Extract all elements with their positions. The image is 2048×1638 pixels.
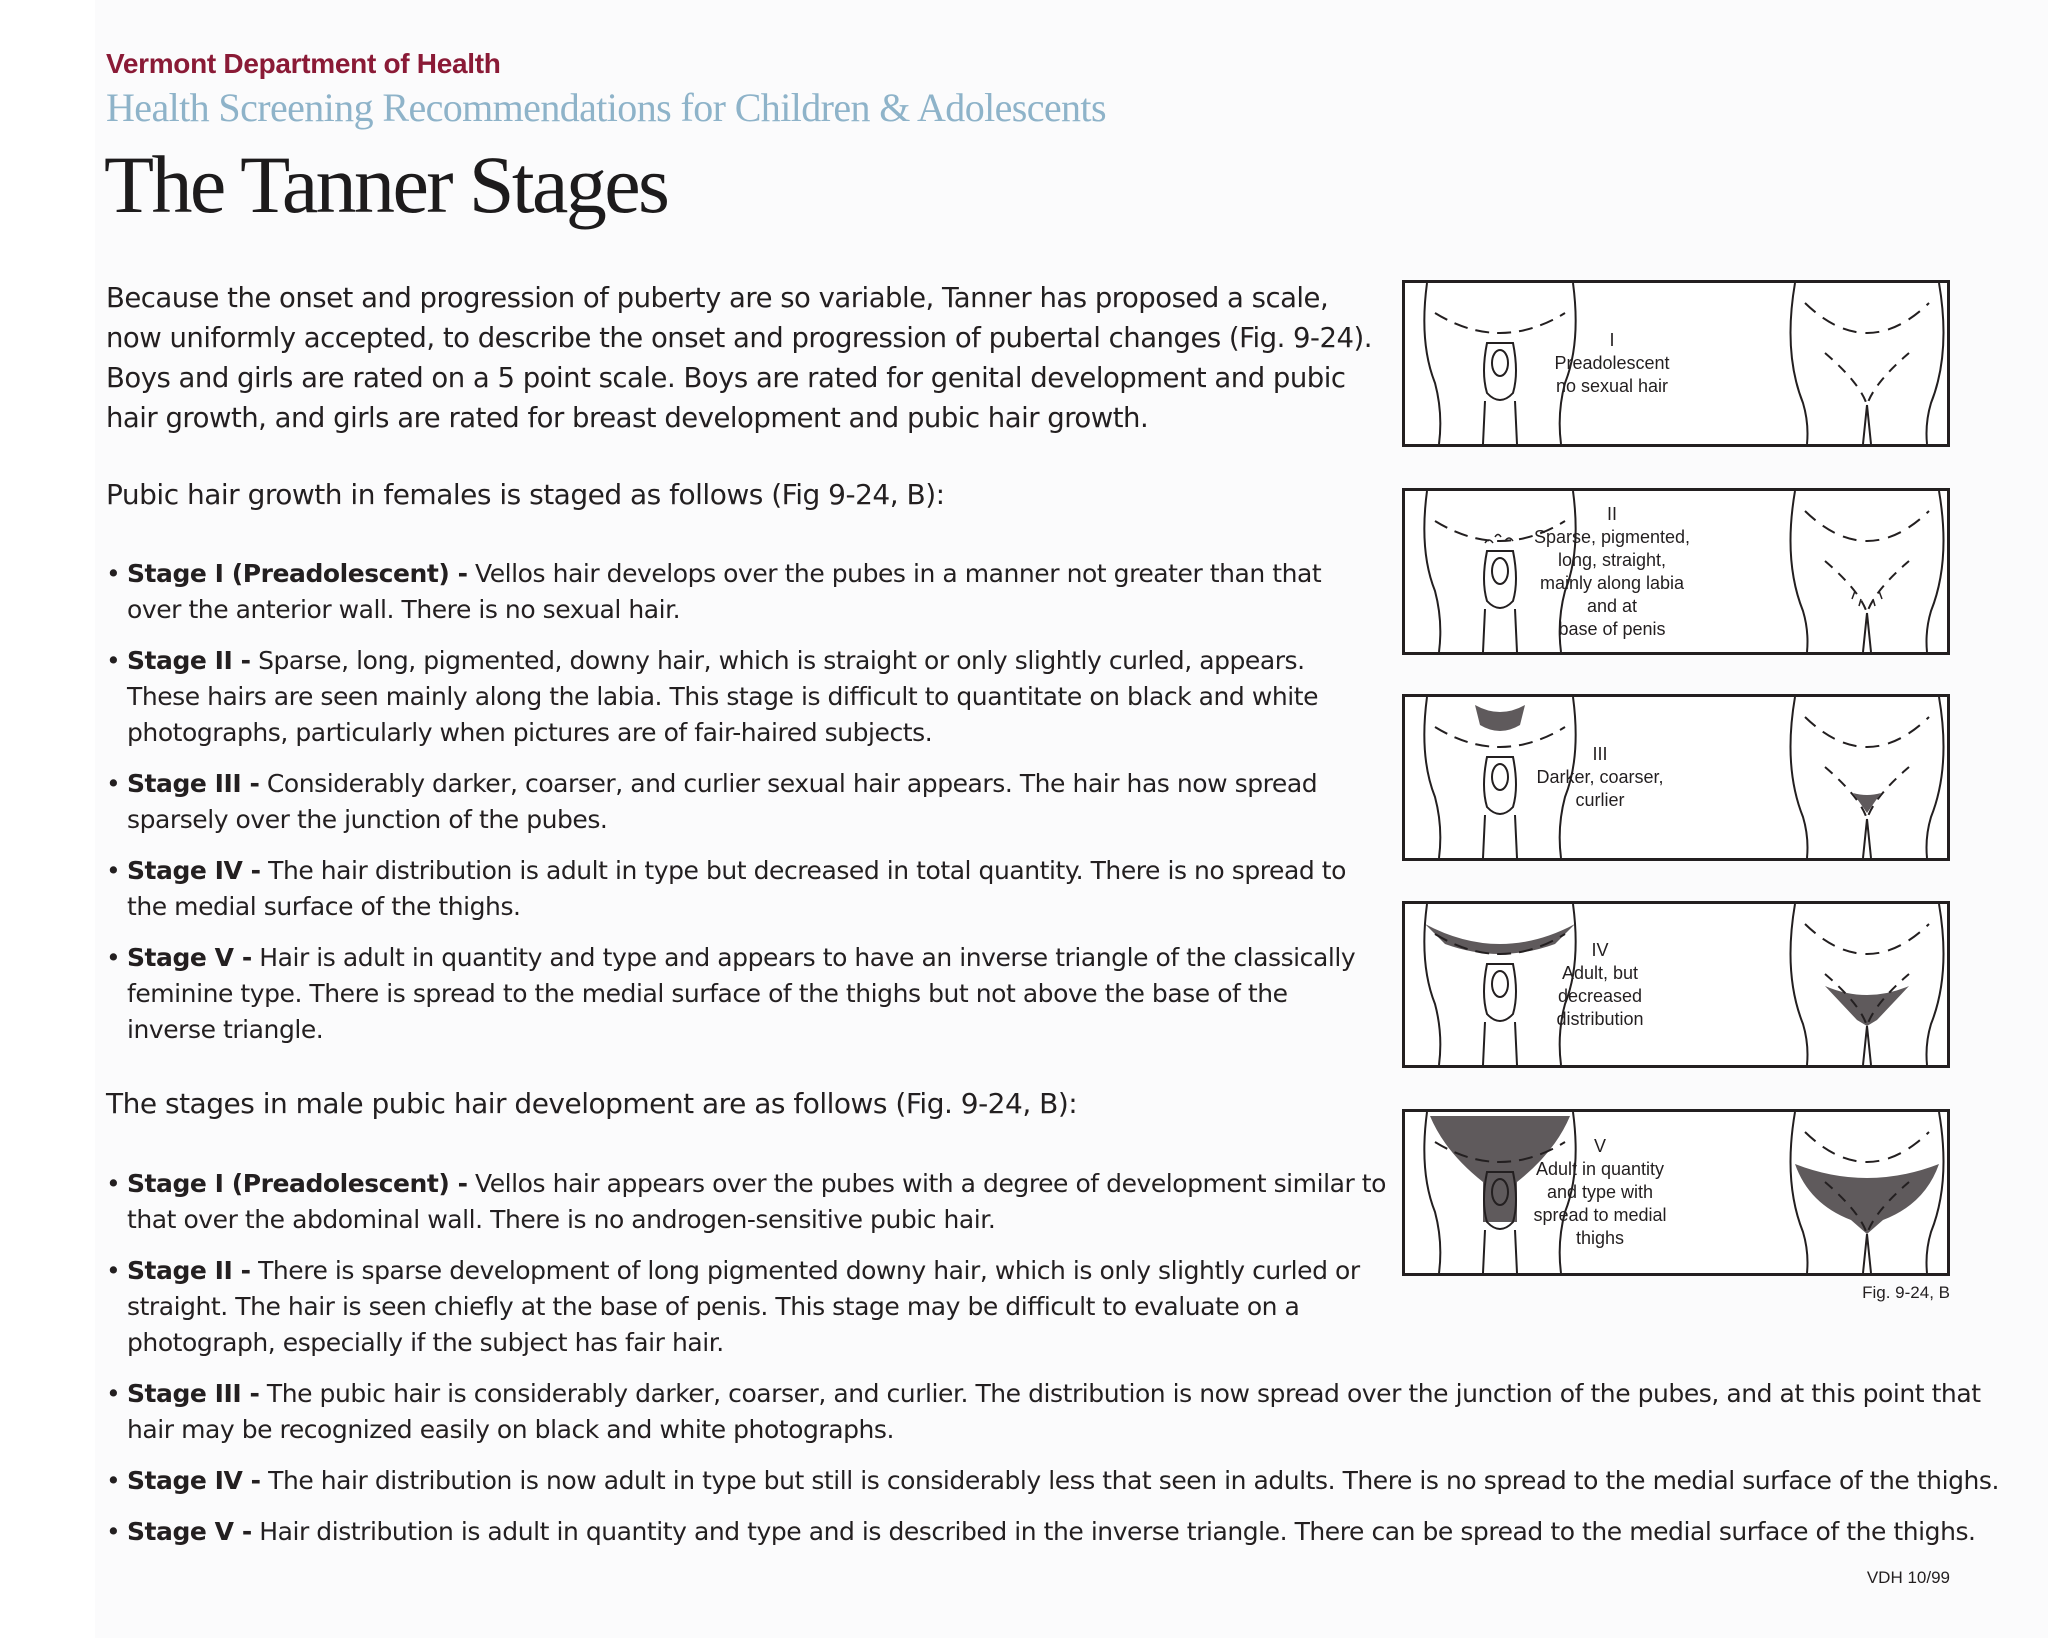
female-stage-item [106,643,1376,751]
male-stage-item [106,1166,1397,1238]
stage-label: Stage III - [127,769,260,798]
female-pelvis-drawing [1791,283,1944,444]
figure-label: Fig. 9-24, B [1862,1283,1950,1302]
female-stage-item [106,766,1376,838]
stage-description: The pubic hair is considerably darker, coarser, and curlier. The distribution is now spread over the junction of the pubes, and at this point that hair may be recognized easily on black and white photographs. [127,1379,1981,1444]
stage-description: Vellos hair appears over the pubes with a degree of development similar to that over the abdominal wall. There is no androgen-sensitive pubic hair. [127,1169,1386,1234]
female-stage-item [106,940,1376,1048]
female-stage-item [106,853,1376,925]
document-code: VDH 10/99 [1866,1568,1950,1587]
female-pelvis-drawing [1791,697,1944,858]
male-stage-item [106,1463,2027,1499]
stage-description: Hair is adult in quantity and type and appears to have an inverse triangle of the classically feminine type. There is spread to the medial surface of the thighs but not above the base of the inverse triangle. [127,943,1356,1044]
document-subtitle: Health Screening Recommendations for Children & Adolescents [106,85,1106,130]
stage-description: The hair distribution is now adult in type but still is considerably less that seen in adults. There is no spread to the medial surface of the thighs. [260,1466,1999,1495]
stage-label: Stage IV - [127,1466,261,1495]
stage-description: The hair distribution is adult in type but decreased in total quantity. There is no spread to the medial surface of the thighs. [127,856,1346,921]
stage-description: There is sparse development of long pigmented downy hair, which is only slightly curled or straight. The hair is seen chiefly at the base of penis. This stage may be difficult to evaluate on a photograph, especially if the subject has fair hair. [127,1256,1360,1357]
organization-name: Vermont Department of Health [106,48,501,79]
female-stage-item [106,556,1376,628]
stage-label: Stage II - [127,1256,251,1285]
stage-label: Stage I (Preadolescent) - [127,1169,468,1198]
stage-label: Stage IV - [127,856,261,885]
stage-description: Vellos hair develops over the pubes in a manner not greater than that over the anterior wall. There is no sexual hair. [127,559,1322,624]
stage-label: Stage III - [127,1379,260,1408]
intro-paragraph: Because the onset and progression of puberty are so variable, Tanner has proposed a scale, now uniformly accepted, to describe the onset and progression of pubertal changes (Fig. 9-24). Boys and girls are rated on a 5 point scale. Boys are rated for genital development and pubic hair growth, and girls are rated for breast development and pubic hair growth. [106,282,1372,434]
stage-label: Stage II - [127,646,251,675]
male-section-heading: The stages in male pubic hair development are as follows (Fig. 9-24, B): [106,1087,1078,1120]
stage-caption: II Sparse, pigmented, long, straight, mainly along labia and at base of penis [1533,503,1691,639]
female-pelvis-drawing [1791,1112,1944,1273]
stage-label: Stage I (Preadolescent) - [127,559,468,588]
page-title: The Tanner Stages [104,139,668,230]
stage-label: Stage V - [127,1517,252,1546]
stage-description: Considerably darker, coarser, and curlier sexual hair appears. The hair has now spread sparsely over the junction of the pubes. [127,769,1318,834]
stage-description: Hair distribution is adult in quantity and type and is described in the inverse triangle. There can be spread to the medial surface of the thighs. [251,1517,1976,1546]
stage-caption: IV Adult, but decreased distribution [1556,939,1644,1029]
male-stage-item [106,1376,2027,1448]
stage-caption: III Darker, coarser, curlier [1536,744,1664,810]
stage-caption: I Preadolescent no sexual hair [1554,330,1670,396]
female-section-heading: Pubic hair growth in females is staged as follows (Fig 9-24, B): [106,478,945,511]
stage-label: Stage V - [127,943,252,972]
male-stage-item [106,1514,2027,1550]
male-stage-item [106,1253,1397,1361]
female-pelvis-drawing [1791,904,1944,1065]
female-pelvis-drawing [1791,491,1944,652]
female-stage-list [106,556,1376,1063]
stage-description: Sparse, long, pigmented, downy hair, which is straight or only slightly curled, appears. These hairs are seen mainly along the labia. This stage is difficult to quantitate on black and white photographs, particularly when pictures are of fair-haired subjects. [127,646,1319,747]
stage-caption: V Adult in quantity and type with spread to medial thighs [1533,1136,1667,1248]
